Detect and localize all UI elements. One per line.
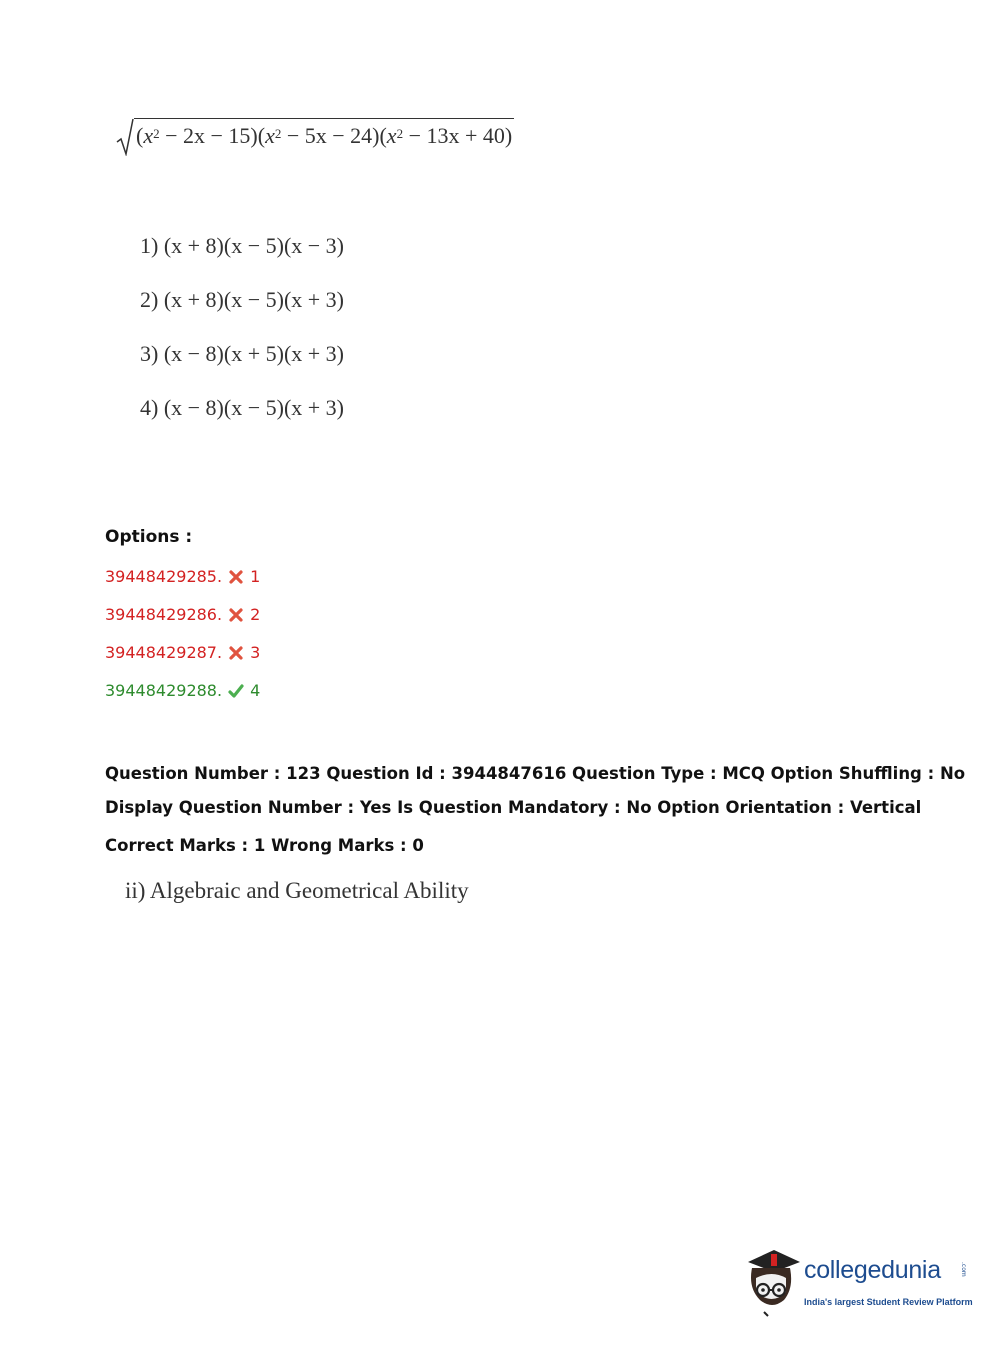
option-label: 3 — [250, 643, 261, 662]
options-heading: Options : — [105, 527, 193, 547]
option-id: 39448429288. — [105, 681, 223, 700]
question-meta-line-1: Question Number : 123 Question Id : 3944847616 Question Type : MCQ Option Shuffling : No — [105, 764, 966, 783]
option-row — [105, 567, 260, 586]
factor-2: $(x^2 - 5x - 24)$ — [257, 123, 380, 148]
logo-name: collegedunia — [804, 1256, 941, 1284]
square-root-icon — [116, 118, 134, 156]
question-meta-line-3: Correct Marks : 1 Wrong Marks : 0 — [105, 836, 424, 855]
question-meta-line-2: Display Question Number : Yes Is Question Mandatory : No Option Orientation : Vertical — [105, 798, 922, 817]
logo-tagline: India's largest Student Review Platform — [804, 1297, 973, 1307]
choice-2: 2) (x + 8)(x − 5)(x + 3) — [140, 287, 345, 312]
cross-icon — [228, 645, 244, 661]
option-id: 39448429286. — [105, 605, 223, 624]
section-title: ii) Algebraic and Geometrical Ability — [125, 878, 469, 903]
option-label: 2 — [250, 605, 261, 624]
mascot-icon — [742, 1248, 802, 1318]
option-id: 39448429287. — [105, 643, 223, 662]
choice-4: 4) (x − 8)(x − 5)(x + 3) — [140, 395, 345, 420]
cross-icon — [228, 607, 244, 623]
choice-3: 3) (x − 8)(x + 5)(x + 3) — [140, 341, 345, 366]
option-id: 39448429285. — [105, 567, 223, 586]
question-expression — [116, 118, 514, 156]
option-row — [105, 681, 260, 700]
collegedunia-logo — [742, 1248, 972, 1318]
factor-3: $(x^2 - 13x + 40)$ — [379, 123, 513, 148]
option-row — [105, 605, 260, 624]
logo-domain: .com — [960, 1262, 967, 1277]
option-label: 1 — [250, 567, 261, 586]
option-row — [105, 643, 260, 662]
factor-1: $(x^2 - 2x - 15)$ — [136, 123, 258, 148]
option-label: 4 — [250, 681, 261, 700]
check-icon — [228, 683, 244, 699]
radicand — [134, 118, 514, 151]
cross-icon — [228, 569, 244, 585]
choice-1: 1) (x + 8)(x − 5)(x − 3) — [140, 233, 345, 258]
